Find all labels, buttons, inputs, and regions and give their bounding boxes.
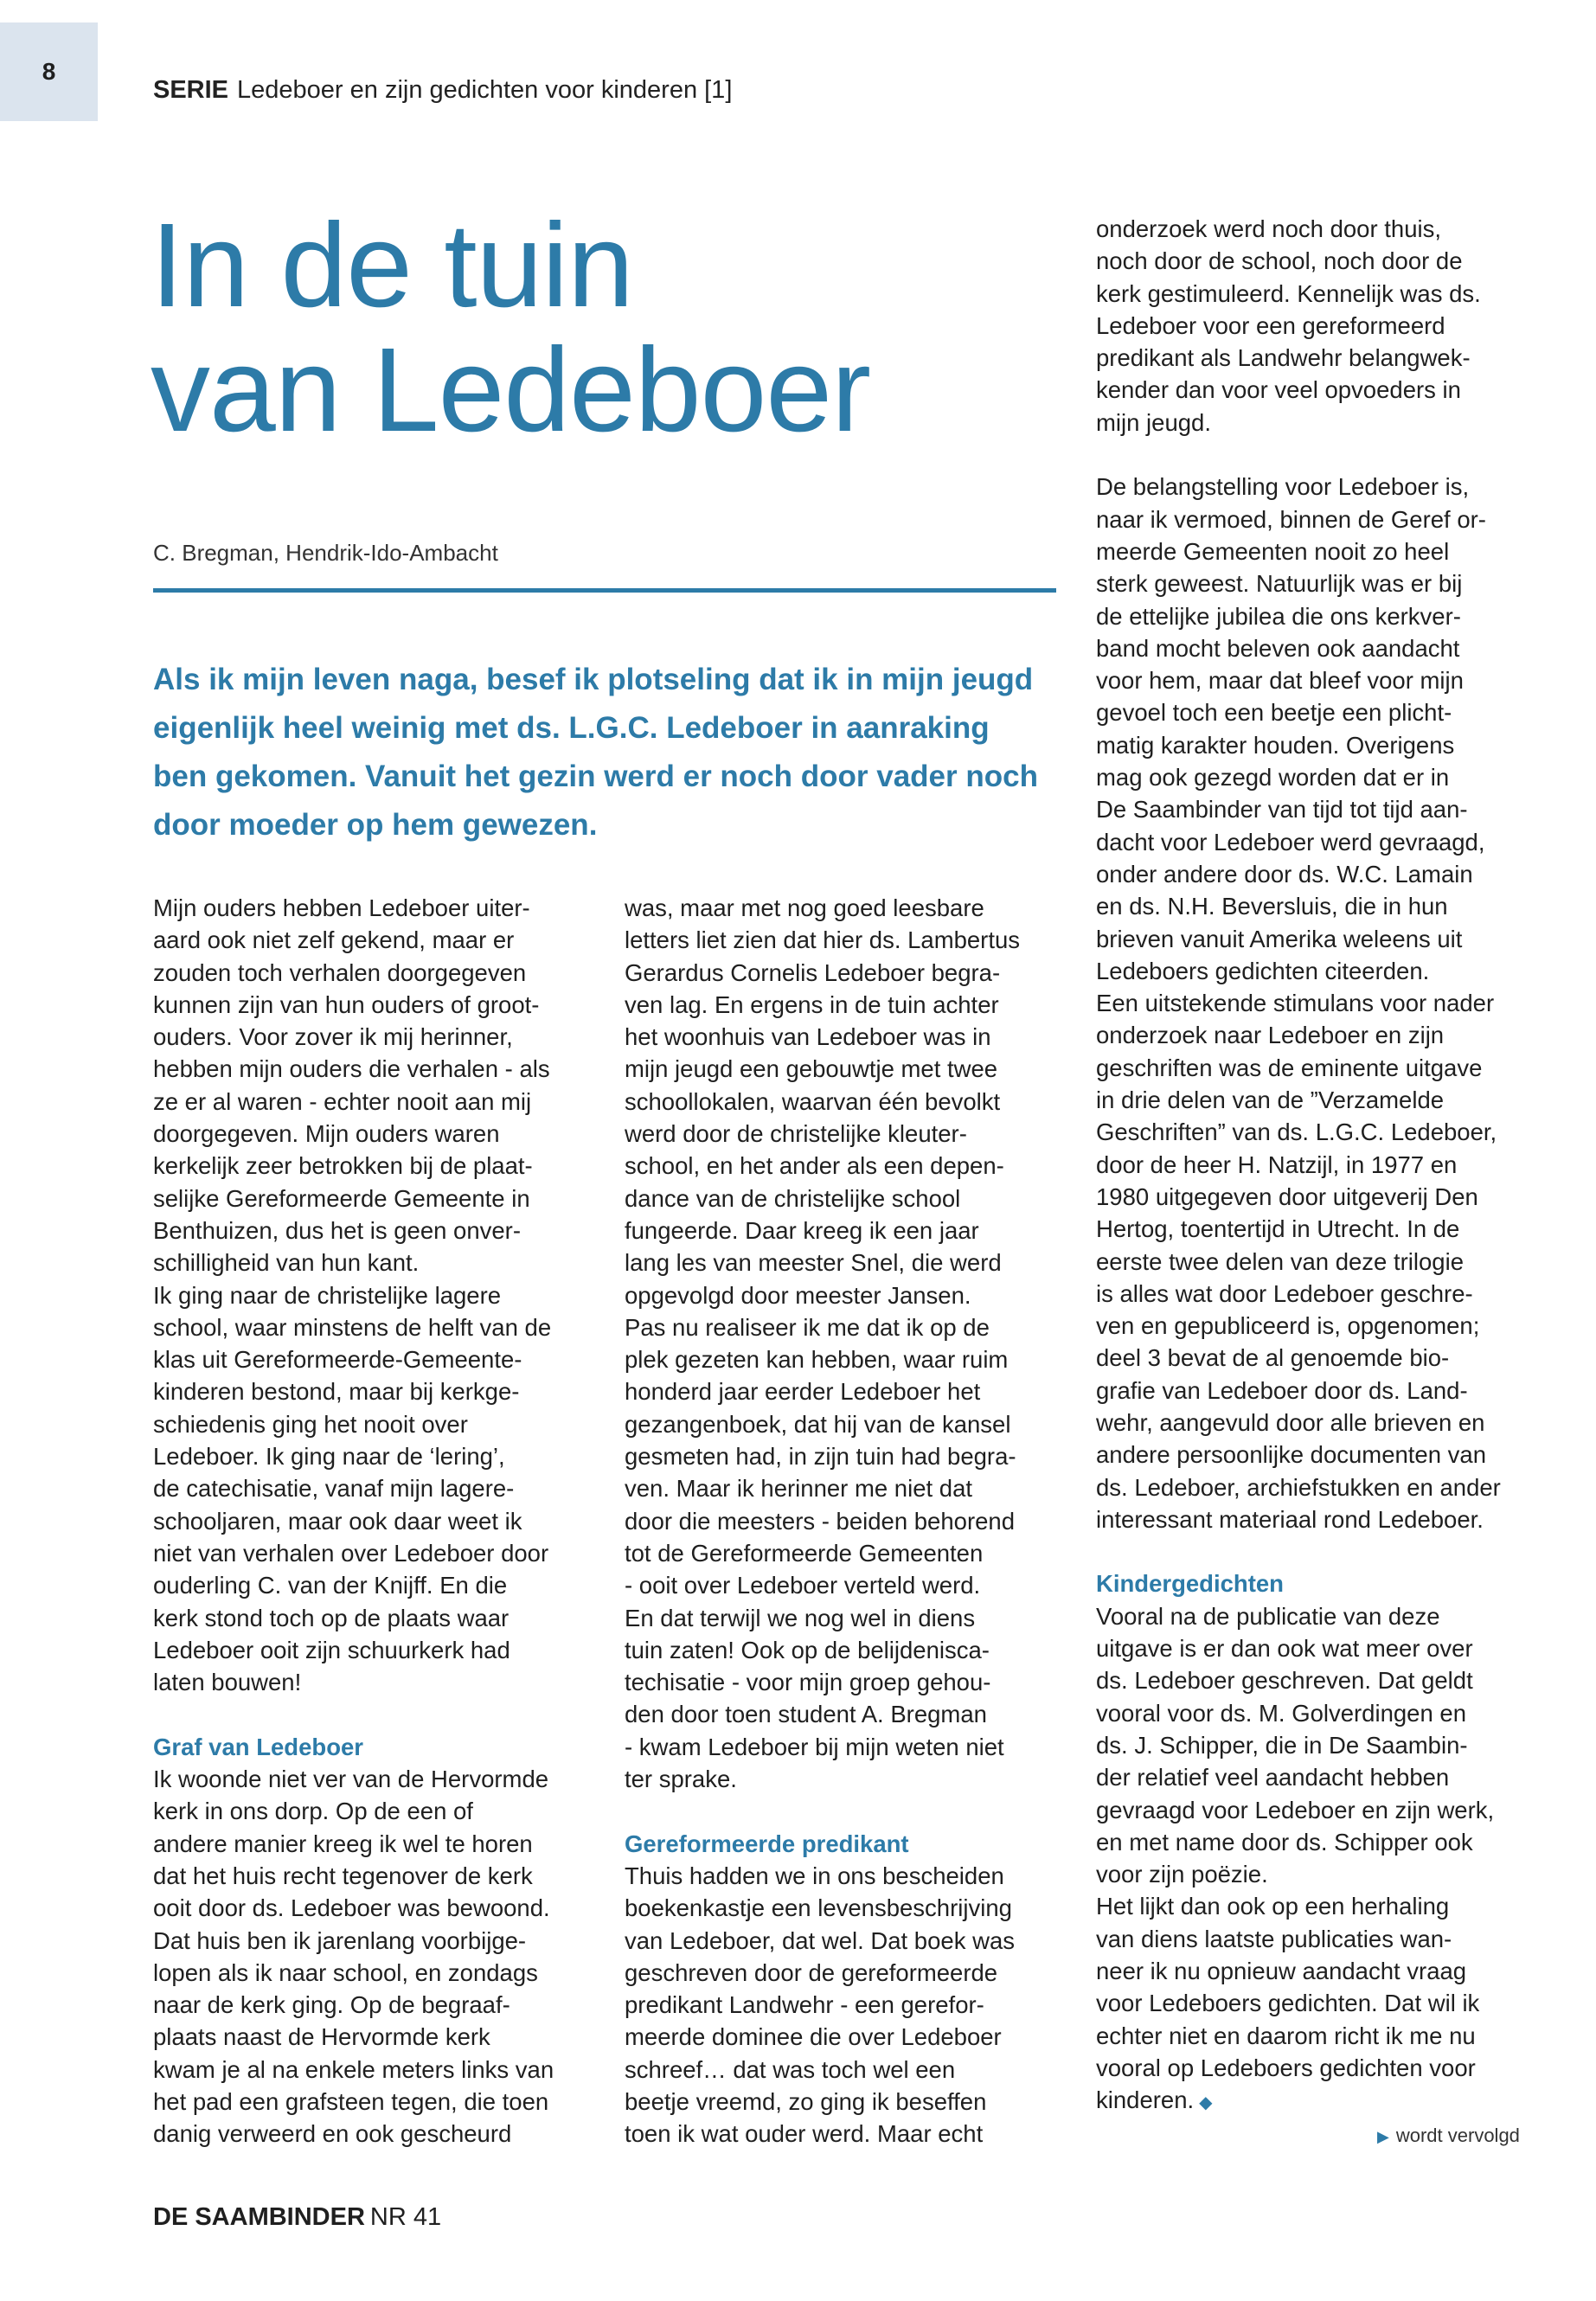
text-line: kunnen zijn van hun ouders of groot- [153, 990, 540, 1018]
text-line: ds. Ledeboer geschreven. Dat geldt [1096, 1667, 1473, 1695]
text-line: honderd jaar eerder Ledeboer het [625, 1378, 981, 1406]
text-line: predikant Landwehr - een gerefor- [625, 1991, 984, 2019]
text-line: sterk geweest. Natuurlijk was er bij [1096, 570, 1463, 598]
text-line: Ik woonde niet ver van de Hervormde [153, 1766, 549, 1793]
text-line: plaats naast de Hervormde kerk [153, 2023, 490, 2051]
column-3-part-a [1096, 213, 1554, 439]
column-2-text [625, 892, 1083, 1795]
text-line: beetje vreemd, zo ging ik beseffen [625, 2087, 987, 2115]
text-line: onderzoek naar Ledeboer en zijn [1096, 1022, 1445, 1049]
text-line: gezangenboek, dat hij van de kansel [625, 1410, 1011, 1438]
text-line: in drie delen van de ”Verzamelde [1096, 1086, 1445, 1114]
text-line: boekenkastje een levensbeschrijving [625, 1894, 1012, 1922]
text-line: Ledeboer ooit zijn schuurkerk had [153, 1636, 510, 1663]
text-line: de ettelijke jubilea die ons kerkver- [1096, 602, 1461, 630]
text-line: ven. Maar ik herinner me niet dat [625, 1475, 972, 1503]
text-line: En dat terwijl we nog wel in diens [625, 1604, 976, 1631]
text-line: Hertog, toentertijd in Utrecht. In de [1096, 1215, 1460, 1243]
text-line: ven lag. En ergens in de tuin achter [625, 990, 999, 1018]
column-2 [625, 892, 1083, 2150]
text-line: schooljaren, maar ook daar weet ik [153, 1507, 522, 1535]
column-1-graf [153, 1763, 612, 2150]
text-line: - kwam Ledeboer bij mijn weten niet [625, 1733, 1004, 1760]
lead-line: ben gekomen. Vanuit het gezin werd er noch door vader noch [153, 760, 1038, 793]
text-line: schreef… dat was toch wel een [625, 2055, 956, 2083]
text-line: voor hem, maar dat bleef voor mijn [1096, 667, 1464, 695]
text-line: Thuis hadden we in ons bescheiden [625, 1862, 1004, 1889]
text-line: naar ik vermoed, binnen de Geref or- [1096, 505, 1486, 533]
column-3-part-c [1096, 1600, 1554, 2117]
text-line: doorgegeven. Mijn ouders waren [153, 1120, 500, 1148]
text-line: lopen als ik naar school, en zondags [153, 1958, 538, 1986]
continued-label: wordt vervolgd [1395, 2125, 1520, 2146]
text-line: dat het huis recht tegenover de kerk [153, 1862, 533, 1889]
byline: C. Bregman, Hendrik-Ido-Ambacht [153, 540, 498, 566]
text-line: fungeerde. Daar kreeg ik een jaar [625, 1216, 979, 1244]
text-line: meerde Gemeenten nooit zo heel [1096, 537, 1450, 565]
text-line: Een uitstekende stimulans voor nader [1096, 990, 1495, 1017]
text-line: schiedenis ging het nooit over [153, 1410, 468, 1438]
text-line: kerk gestimuleerd. Kennelijk was ds. [1096, 279, 1481, 307]
text-line: deel 3 bevat de al genoemde bio- [1096, 1344, 1450, 1372]
text-line: matig karakter houden. Overigens [1096, 731, 1455, 759]
paragraph-gap [1096, 1535, 1554, 1567]
text-line: kerk in ons dorp. Op de een of [153, 1798, 473, 1825]
text-line: plek gezeten kan hebben, waar ruim [625, 1346, 1009, 1374]
article-title [151, 199, 871, 457]
text-line: zouden toch verhalen doorgegeven [153, 958, 527, 986]
text-line: andere manier kreeg ik wel te horen [153, 1830, 533, 1857]
text-line: het woonhuis van Ledeboer was in [625, 1023, 991, 1051]
text-line: kwam je al na enkele meters links van [153, 2055, 554, 2083]
text-line: ds. Ledeboer, archiefstukken en ander [1096, 1473, 1501, 1501]
title-line: In de tuin [151, 199, 633, 332]
text-line: gevraagd voor Ledeboer en zijn werk, [1096, 1796, 1495, 1823]
text-line: klas uit Gereformeerde-Gemeente- [153, 1346, 522, 1374]
column-1 [153, 892, 612, 2150]
text-line: kerkelijk zeer betrokken bij de plaat- [153, 1152, 533, 1180]
text-line: Benthuizen, dus het is geen onver- [153, 1216, 522, 1244]
text-line: gevoel toch een beetje een plicht- [1096, 699, 1452, 727]
text-line: toen ik wat ouder werd. Maar echt [625, 2120, 984, 2148]
text-line: voor Ledeboers gedichten. Dat wil ik [1096, 1990, 1480, 2017]
subheading-gereformeerde: Gereformeerde predikant [625, 1830, 909, 1857]
text-line: kerk stond toch op de plaats waar [153, 1604, 510, 1631]
text-line: schoollokalen, waarvan één bevolkt [625, 1087, 1001, 1115]
text-line: brieven vanuit Amerika weleens uit [1096, 925, 1463, 952]
text-line: Ledeboer voor een gereformeerd [1096, 311, 1445, 339]
text-line: Het lijkt dan ook op een herhaling [1096, 1893, 1450, 1920]
text-line: mijn jeugd. [1096, 408, 1211, 436]
magazine-name: DE SAAMBINDER [153, 2203, 365, 2231]
text-line: predikant als Landwehr belangwek- [1096, 344, 1471, 372]
lead-line: Als ik mijn leven naga, besef ik plotseling dat ik in mijn jeugd [153, 663, 1034, 696]
title-divider [153, 588, 1056, 593]
text-line: het pad een grafsteen tegen, die toen [153, 2087, 549, 2115]
text-line: schilligheid van hun kant. [153, 1249, 420, 1277]
end-diamond-icon: ◆ [1199, 2093, 1213, 2113]
column-1-intro [153, 892, 612, 1698]
column-3-part-b [1096, 471, 1554, 1535]
column-3 [1096, 213, 1554, 2117]
text-line: werd door de christelijke kleuter- [625, 1120, 967, 1148]
text-line: aard ook niet zelf gekend, maar er [153, 926, 515, 954]
text-line: Ledeboer. Ik ging naar de ‘lering’, [153, 1443, 505, 1471]
text-line: wehr, aangevuld door alle brieven en [1096, 1408, 1485, 1436]
column-2-predikant [625, 1860, 1083, 2150]
text-line: school, en het ander als een depen- [625, 1152, 1004, 1180]
text-line: grafie van Ledeboer door ds. Land- [1096, 1376, 1468, 1404]
text-line: ter sprake. [625, 1766, 737, 1793]
text-line: was, maar met nog goed leesbare [625, 894, 984, 921]
text-line: danig verweerd en ook gescheurd [153, 2120, 512, 2148]
page-number: 8 [0, 22, 98, 121]
subheading-kinder: Kindergedichten [1096, 1570, 1284, 1598]
text-line: letters liet zien dat hier ds. Lambertus [625, 926, 1021, 954]
text-line: Pas nu realiseer ik me dat ik op de [625, 1313, 990, 1341]
text-line: echter niet en daarom richt ik me nu [1096, 2022, 1476, 2049]
text-line: neer ik nu opnieuw aandacht vraag [1096, 1958, 1467, 1985]
text-line: ouders. Voor zover ik mij herinner, [153, 1023, 513, 1051]
lead-line: door moeder op hem gewezen. [153, 808, 598, 842]
text-line: kender dan voor veel opvoeders in [1096, 376, 1461, 404]
text-line: de catechisatie, vanaf mijn lagere- [153, 1475, 515, 1503]
text-line: andere persoonlijke documenten van [1096, 1441, 1486, 1469]
text-line: geschreven door de gereformeerde [625, 1958, 998, 1986]
text-line: Ik ging naar de christelijke lagere [153, 1281, 502, 1309]
text-line: Vooral na de publicatie van deze [1096, 1602, 1440, 1630]
lead-paragraph [153, 656, 1070, 849]
text-line: van diens laatste publicaties wan- [1096, 1925, 1452, 1952]
text-line: dacht voor Ledeboer werd gevraagd, [1096, 828, 1485, 856]
text-line: interessant materiaal rond Ledeboer. [1096, 1505, 1484, 1533]
text-line: school, waar minstens de helft van de [153, 1313, 552, 1341]
text-line: ouderling C. van der Knijff. En die [153, 1572, 508, 1599]
continued-note [1377, 2125, 1520, 2147]
title-line: van Ledeboer [151, 324, 871, 457]
text-line: eerste twee delen van deze trilogie [1096, 1247, 1464, 1275]
text-line: opgevolgd door meester Jansen. [625, 1281, 971, 1309]
text-line: De Saambinder van tijd tot tijd aan- [1096, 796, 1468, 824]
text-line: is alles wat door Ledeboer geschre- [1096, 1279, 1473, 1307]
text-line: ze er al waren - echter nooit aan mij [153, 1087, 532, 1115]
text-line: vooral op Ledeboers gedichten voor [1096, 2054, 1476, 2081]
paragraph-gap [625, 1795, 1083, 1827]
text-line [1096, 2084, 1554, 2116]
text-line: gesmeten had, in zijn tuin had begra- [625, 1443, 1016, 1471]
text-line: uitgave is er dan ook wat meer over [1096, 1635, 1473, 1663]
text-line: techisatie - voor mijn groep gehou- [625, 1669, 991, 1696]
text-line: den door toen student A. Bregman [625, 1701, 987, 1728]
text-line: onderzoek werd noch door thuis, [1096, 215, 1441, 242]
text-line: Mijn ouders hebben Ledeboer uiter- [153, 894, 530, 921]
text-line: Ledeboers gedichten citeerden. [1096, 957, 1430, 984]
text-line: meerde dominee die over Ledeboer [625, 2023, 1002, 2051]
issue-number: NR 41 [369, 2203, 442, 2231]
text-line: ds. J. Schipper, die in De Saambin- [1096, 1731, 1468, 1759]
text-line: Gerardus Cornelis Ledeboer begra- [625, 958, 1001, 986]
text-line: en ds. N.H. Beversluis, die in hun [1096, 893, 1448, 920]
lead-line: eigenlijk heel weinig met ds. L.G.C. Ledeboer in aanraking [153, 711, 990, 745]
text-line: mijn jeugd een gebouwtje met twee [625, 1055, 998, 1083]
text-line: laten bouwen! [153, 1669, 302, 1696]
text-line: der relatief veel aandacht hebben [1096, 1764, 1450, 1791]
text-line: niet van verhalen over Ledeboer door [153, 1539, 549, 1567]
text-line: tuin zaten! Ook op de belijdenisca- [625, 1636, 990, 1663]
text-line: band mocht beleven ook aandacht [1096, 634, 1460, 662]
text-line: en met name door ds. Schipper ook [1096, 1828, 1473, 1856]
triangle-right-icon: ▶ [1377, 2128, 1389, 2145]
text-line: noch door de school, noch door de [1096, 247, 1463, 275]
text-line: voor zijn poëzie. [1096, 1861, 1268, 1888]
text-line: door de heer H. Natzijl, in 1977 en [1096, 1150, 1458, 1178]
paragraph-gap [1096, 439, 1554, 471]
series-label: SERIE [153, 76, 229, 104]
text-line: ooit door ds. Ledeboer was bewoond. [153, 1894, 550, 1922]
text-line: onder andere door ds. W.C. Lamain [1096, 860, 1473, 888]
text-line: tot de Gereformeerde Gemeenten [625, 1539, 984, 1567]
text-line-content: kinderen. [1096, 2086, 1195, 2114]
text-line: Geschriften” van ds. L.G.C. Ledeboer, [1096, 1118, 1497, 1146]
series-header [153, 76, 732, 105]
text-line: De belangstelling voor Ledeboer is, [1096, 473, 1470, 501]
text-line: kinderen bestond, maar bij kerkge- [153, 1378, 520, 1406]
text-line: selijke Gereformeerde Gemeente in [153, 1184, 530, 1212]
text-line: geschriften was de eminente uitgave [1096, 1054, 1483, 1081]
text-line: mag ook gezegd worden dat er in [1096, 764, 1450, 792]
text-line: dance van de christelijke school [625, 1184, 961, 1212]
paragraph-gap [153, 1698, 612, 1730]
text-line: 1980 uitgegeven door uitgeverij Den [1096, 1183, 1478, 1210]
text-line: naar de kerk ging. Op de begraaf- [153, 1991, 510, 2019]
text-line: ven en gepubliceerd is, opgenomen; [1096, 1312, 1480, 1340]
text-line: vooral voor ds. M. Golverdingen en [1096, 1699, 1466, 1727]
text-line: door die meesters - beiden behorend [625, 1507, 1015, 1535]
text-line: hebben mijn ouders die verhalen - als [153, 1055, 550, 1083]
text-line: Dat huis ben ik jarenlang voorbijge- [153, 1926, 527, 1954]
subheading-graf: Graf van Ledeboer [153, 1733, 363, 1760]
series-title: Ledeboer en zijn gedichten voor kinderen [1] [237, 76, 733, 104]
text-line: - ooit over Ledeboer verteld werd. [625, 1572, 981, 1599]
text-line: lang les van meester Snel, die werd [625, 1249, 1002, 1277]
footer [153, 2203, 441, 2232]
text-line: van Ledeboer, dat wel. Dat boek was [625, 1926, 1015, 1954]
